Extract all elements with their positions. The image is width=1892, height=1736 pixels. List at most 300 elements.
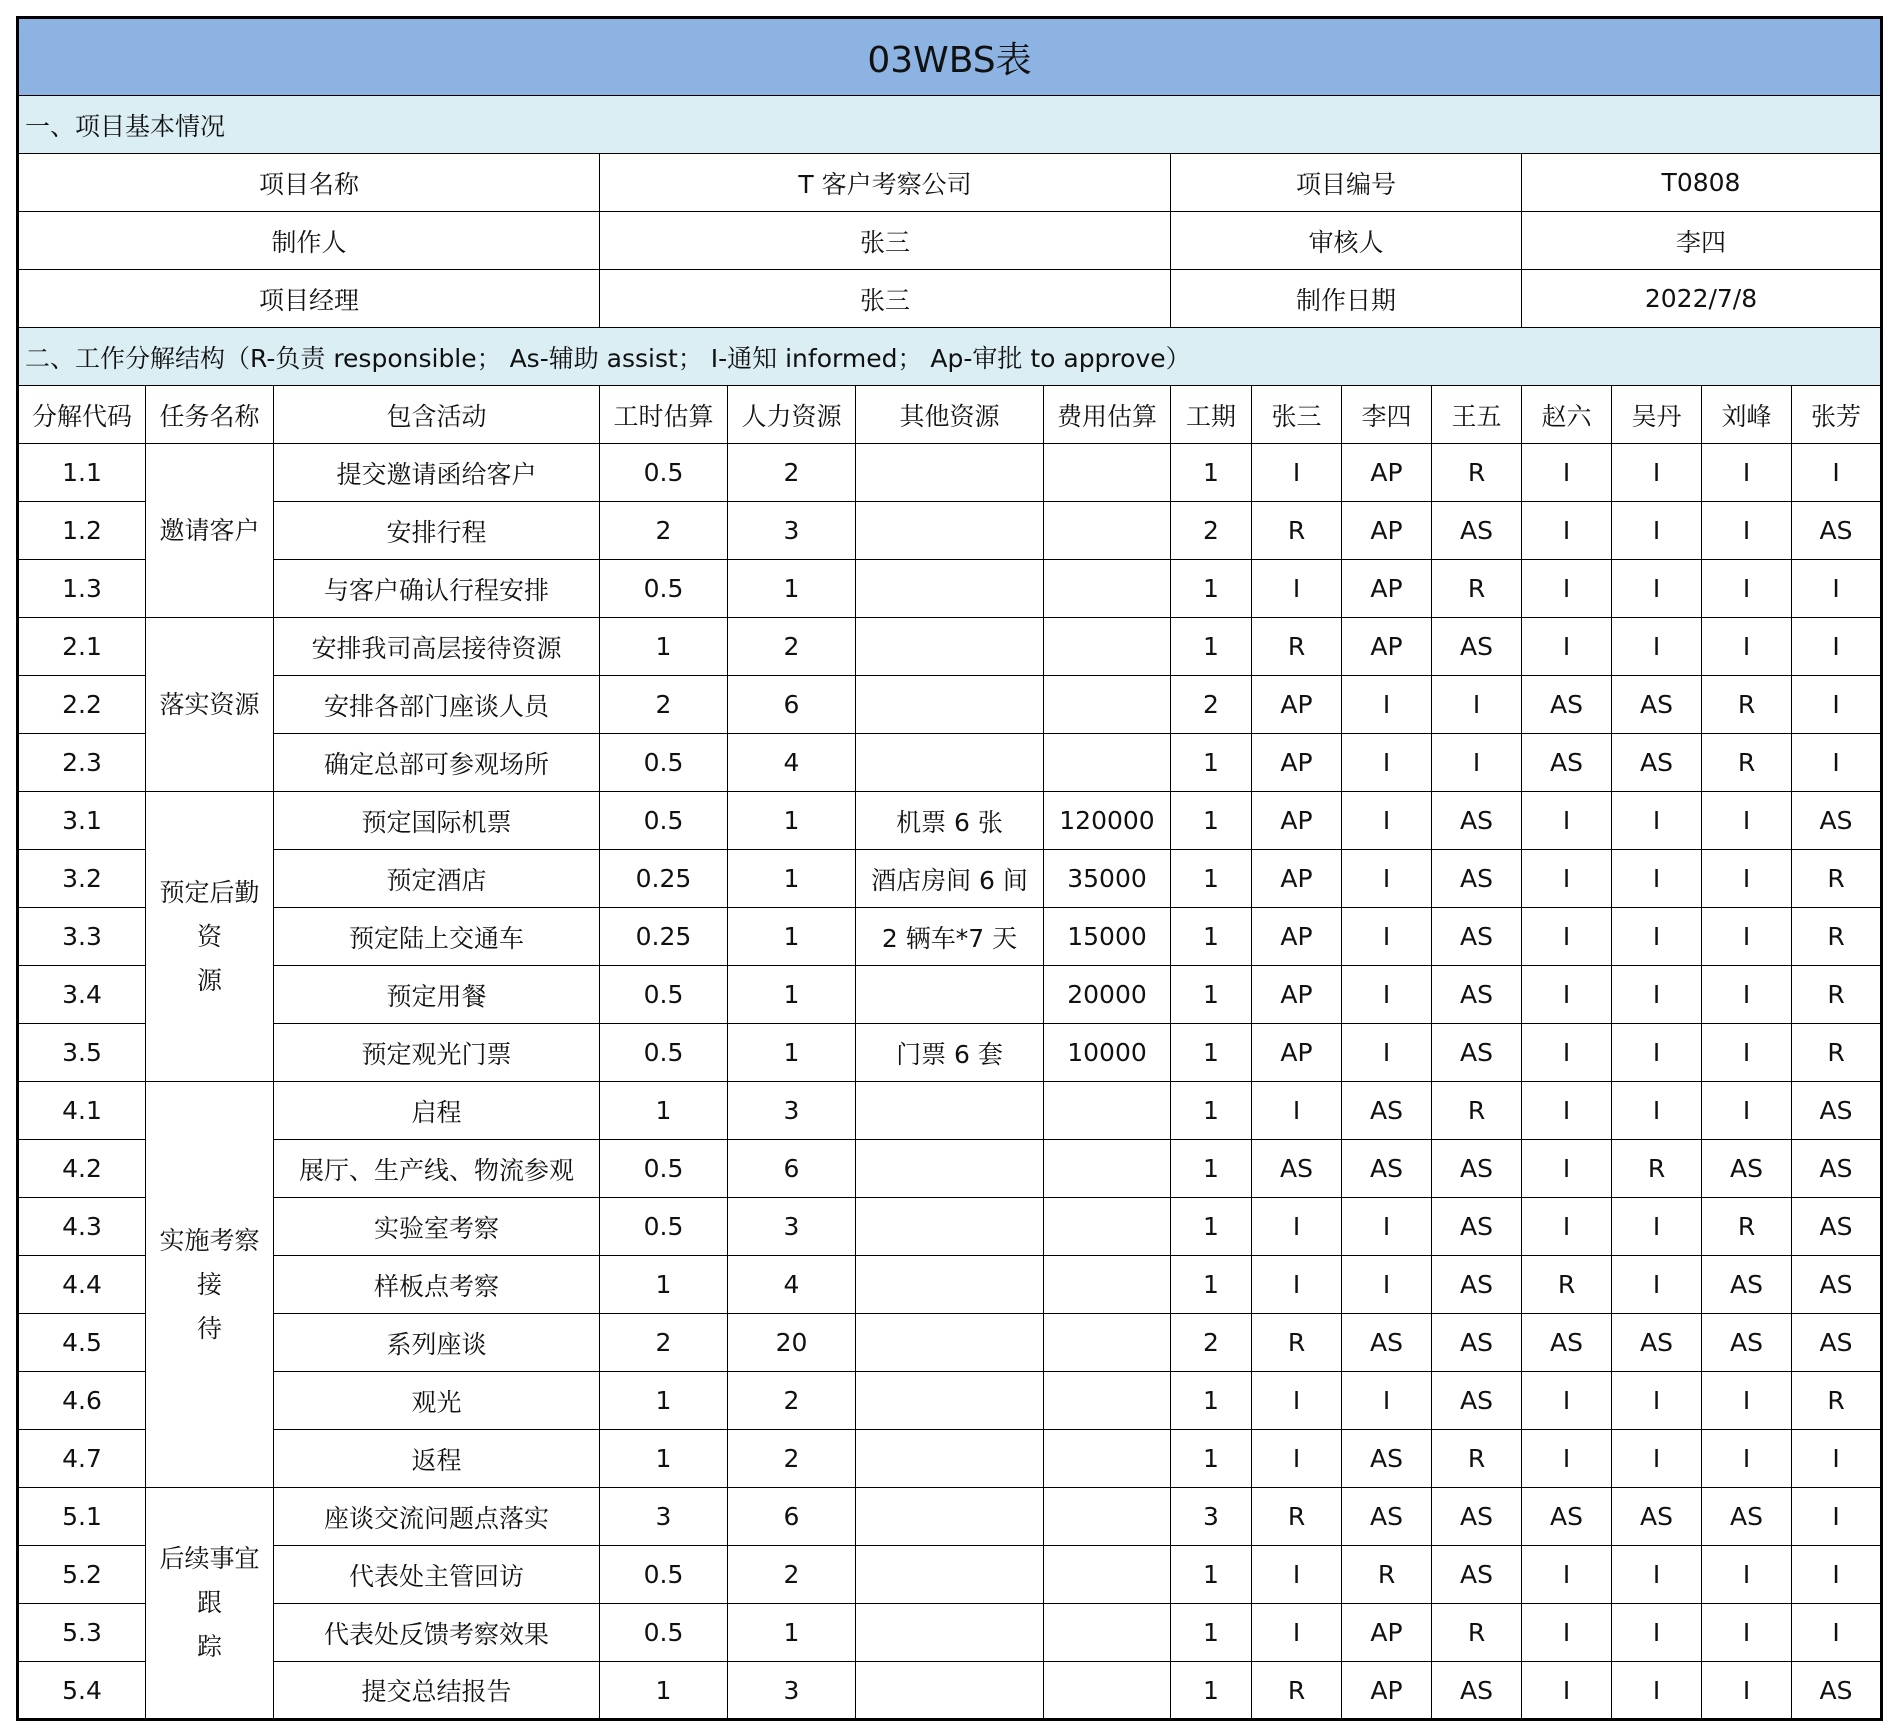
human-resource-cell[interactable]: 1 [728,1024,856,1082]
raci-cell[interactable]: AS [1342,1314,1432,1372]
duration-cell[interactable]: 1 [1171,1082,1252,1140]
raci-cell[interactable]: AS [1792,502,1882,560]
cost-estimate-cell[interactable] [1044,444,1171,502]
raci-cell[interactable]: AP [1342,1604,1432,1662]
raci-cell[interactable]: I [1522,1662,1612,1720]
activity-cell[interactable]: 安排我司高层接待资源 [274,618,600,676]
duration-cell[interactable]: 1 [1171,1546,1252,1604]
raci-cell[interactable]: I [1702,850,1792,908]
raci-cell[interactable]: R [1792,966,1882,1024]
raci-cell[interactable]: R [1792,850,1882,908]
human-resource-cell[interactable]: 3 [728,1082,856,1140]
other-resource-cell[interactable]: 酒店房间 6 间 [856,850,1044,908]
raci-cell[interactable]: R [1432,560,1522,618]
duration-cell[interactable]: 1 [1171,1198,1252,1256]
hours-estimate-cell[interactable]: 0.5 [600,1546,728,1604]
raci-cell[interactable]: I [1342,1198,1432,1256]
column-header[interactable]: 李四 [1342,386,1432,444]
human-resource-cell[interactable]: 4 [728,1256,856,1314]
activity-cell[interactable]: 预定用餐 [274,966,600,1024]
raci-cell[interactable]: AS [1432,1314,1522,1372]
raci-cell[interactable]: R [1612,1140,1702,1198]
raci-cell[interactable]: I [1702,560,1792,618]
raci-cell[interactable]: AS [1432,618,1522,676]
raci-cell[interactable]: I [1612,1662,1702,1720]
raci-cell[interactable]: AS [1792,1198,1882,1256]
raci-cell[interactable]: I [1522,908,1612,966]
manager-label[interactable]: 项目经理 [18,270,600,328]
duration-cell[interactable]: 1 [1171,850,1252,908]
other-resource-cell[interactable] [856,1604,1044,1662]
raci-cell[interactable]: AS [1432,502,1522,560]
raci-cell[interactable]: R [1792,908,1882,966]
human-resource-cell[interactable]: 2 [728,444,856,502]
raci-cell[interactable]: I [1612,618,1702,676]
raci-cell[interactable]: I [1792,618,1882,676]
raci-cell[interactable]: AS [1792,792,1882,850]
task-name-cell[interactable] [146,1488,274,1720]
hours-estimate-cell[interactable]: 0.25 [600,850,728,908]
hours-estimate-cell[interactable]: 0.5 [600,560,728,618]
raci-cell[interactable]: AS [1792,1314,1882,1372]
other-resource-cell[interactable] [856,1662,1044,1720]
hours-estimate-cell[interactable]: 2 [600,676,728,734]
wbs-code-cell[interactable]: 4.4 [18,1256,146,1314]
activity-cell[interactable]: 观光 [274,1372,600,1430]
raci-cell[interactable]: AS [1252,1140,1342,1198]
raci-cell[interactable]: R [1252,1314,1342,1372]
hours-estimate-cell[interactable]: 0.5 [600,1024,728,1082]
column-header[interactable]: 工期 [1171,386,1252,444]
other-resource-cell[interactable] [856,1546,1044,1604]
raci-cell[interactable]: AS [1432,1372,1522,1430]
duration-cell[interactable]: 1 [1171,1140,1252,1198]
wbs-code-cell[interactable]: 1.1 [18,444,146,502]
project-code-label[interactable]: 项目编号 [1171,154,1522,212]
raci-cell[interactable]: R [1432,1082,1522,1140]
raci-cell[interactable]: AS [1702,1256,1792,1314]
duration-cell[interactable]: 1 [1171,1662,1252,1720]
duration-cell[interactable]: 1 [1171,444,1252,502]
column-header[interactable]: 张三 [1252,386,1342,444]
other-resource-cell[interactable] [856,1372,1044,1430]
raci-cell[interactable]: R [1252,502,1342,560]
hours-estimate-cell[interactable]: 1 [600,1372,728,1430]
column-header[interactable]: 吴丹 [1612,386,1702,444]
section-wbs-label[interactable]: 二、工作分解结构（R-负责 responsible； As-辅助 assist； I-通知 informed； Ap-审批 to approve） [18,328,1882,386]
raci-cell[interactable]: I [1612,1546,1702,1604]
raci-cell[interactable]: R [1522,1256,1612,1314]
column-header[interactable]: 王五 [1432,386,1522,444]
human-resource-cell[interactable]: 2 [728,618,856,676]
reviewer-label[interactable]: 审核人 [1171,212,1522,270]
raci-cell[interactable]: I [1342,1256,1432,1314]
wbs-code-cell[interactable]: 3.2 [18,850,146,908]
raci-cell[interactable]: AS [1432,966,1522,1024]
human-resource-cell[interactable]: 6 [728,676,856,734]
hours-estimate-cell[interactable]: 1 [600,618,728,676]
task-name-cell[interactable] [146,1082,274,1488]
raci-cell[interactable]: AS [1342,1082,1432,1140]
raci-cell[interactable]: I [1702,1546,1792,1604]
duration-cell[interactable]: 2 [1171,1314,1252,1372]
raci-cell[interactable]: I [1252,444,1342,502]
human-resource-cell[interactable]: 1 [728,850,856,908]
duration-cell[interactable]: 2 [1171,676,1252,734]
activity-cell[interactable]: 样板点考察 [274,1256,600,1314]
raci-cell[interactable]: I [1522,850,1612,908]
raci-cell[interactable]: I [1522,1546,1612,1604]
raci-cell[interactable]: I [1702,1604,1792,1662]
raci-cell[interactable]: R [1342,1546,1432,1604]
wbs-code-cell[interactable]: 4.6 [18,1372,146,1430]
raci-cell[interactable]: I [1522,1024,1612,1082]
raci-cell[interactable]: I [1702,1082,1792,1140]
activity-cell[interactable]: 实验室考察 [274,1198,600,1256]
raci-cell[interactable]: I [1612,1256,1702,1314]
column-header[interactable]: 包含活动 [274,386,600,444]
raci-cell[interactable]: R [1792,1372,1882,1430]
cost-estimate-cell[interactable] [1044,1198,1171,1256]
raci-cell[interactable]: AP [1252,792,1342,850]
wbs-code-cell[interactable]: 4.5 [18,1314,146,1372]
human-resource-cell[interactable]: 20 [728,1314,856,1372]
human-resource-cell[interactable]: 1 [728,560,856,618]
raci-cell[interactable]: I [1252,1372,1342,1430]
cost-estimate-cell[interactable] [1044,1372,1171,1430]
raci-cell[interactable]: I [1792,1546,1882,1604]
hours-estimate-cell[interactable]: 0.5 [600,734,728,792]
raci-cell[interactable]: AS [1792,1082,1882,1140]
hours-estimate-cell[interactable]: 0.5 [600,444,728,502]
hours-estimate-cell[interactable]: 0.5 [600,966,728,1024]
hours-estimate-cell[interactable]: 0.5 [600,792,728,850]
raci-cell[interactable]: I [1522,502,1612,560]
hours-estimate-cell[interactable]: 1 [600,1662,728,1720]
raci-cell[interactable]: I [1522,618,1612,676]
raci-cell[interactable]: I [1612,1082,1702,1140]
cost-estimate-cell[interactable] [1044,1604,1171,1662]
wbs-code-cell[interactable]: 1.3 [18,560,146,618]
raci-cell[interactable]: AS [1792,1662,1882,1720]
raci-cell[interactable]: I [1612,1430,1702,1488]
raci-cell[interactable]: I [1522,1198,1612,1256]
duration-cell[interactable]: 1 [1171,1372,1252,1430]
wbs-code-cell[interactable]: 3.5 [18,1024,146,1082]
raci-cell[interactable]: AS [1522,734,1612,792]
manager-value[interactable]: 张三 [600,270,1171,328]
raci-cell[interactable]: AP [1252,734,1342,792]
activity-cell[interactable]: 安排行程 [274,502,600,560]
raci-cell[interactable]: I [1342,850,1432,908]
sheet-title[interactable]: 03WBS表 [18,18,1882,96]
column-header[interactable]: 人力资源 [728,386,856,444]
other-resource-cell[interactable] [856,560,1044,618]
cost-estimate-cell[interactable] [1044,1430,1171,1488]
raci-cell[interactable]: AS [1702,1314,1792,1372]
raci-cell[interactable]: AS [1342,1140,1432,1198]
cost-estimate-cell[interactable] [1044,1082,1171,1140]
raci-cell[interactable]: I [1522,1604,1612,1662]
other-resource-cell[interactable] [856,502,1044,560]
project-name-value[interactable]: T 客户考察公司 [600,154,1171,212]
raci-cell[interactable]: AS [1432,792,1522,850]
raci-cell[interactable]: AS [1792,1140,1882,1198]
maker-label[interactable]: 制作人 [18,212,600,270]
raci-cell[interactable]: AP [1342,618,1432,676]
raci-cell[interactable]: I [1342,1024,1432,1082]
cost-estimate-cell[interactable] [1044,734,1171,792]
other-resource-cell[interactable] [856,1198,1044,1256]
raci-cell[interactable]: R [1702,734,1792,792]
cost-estimate-cell[interactable]: 15000 [1044,908,1171,966]
raci-cell[interactable]: I [1792,444,1882,502]
raci-cell[interactable]: I [1342,734,1432,792]
raci-cell[interactable]: R [1432,1430,1522,1488]
task-name-cell[interactable] [146,444,274,618]
raci-cell[interactable]: AS [1432,1024,1522,1082]
wbs-code-cell[interactable]: 2.1 [18,618,146,676]
raci-cell[interactable]: AS [1702,1488,1792,1546]
maker-value[interactable]: 张三 [600,212,1171,270]
column-header[interactable]: 张芳 [1792,386,1882,444]
raci-cell[interactable]: I [1252,560,1342,618]
duration-cell[interactable]: 1 [1171,1024,1252,1082]
wbs-code-cell[interactable]: 1.2 [18,502,146,560]
other-resource-cell[interactable] [856,1082,1044,1140]
raci-cell[interactable]: I [1702,1662,1792,1720]
raci-cell[interactable]: I [1612,444,1702,502]
human-resource-cell[interactable]: 1 [728,792,856,850]
raci-cell[interactable]: I [1522,444,1612,502]
cost-estimate-cell[interactable] [1044,1546,1171,1604]
duration-cell[interactable]: 1 [1171,966,1252,1024]
raci-cell[interactable]: I [1702,1372,1792,1430]
task-name-cell[interactable] [146,618,274,792]
cost-estimate-cell[interactable] [1044,1256,1171,1314]
raci-cell[interactable]: I [1792,1604,1882,1662]
raci-cell[interactable]: I [1792,1430,1882,1488]
duration-cell[interactable]: 1 [1171,1430,1252,1488]
human-resource-cell[interactable]: 2 [728,1372,856,1430]
raci-cell[interactable]: I [1522,1430,1612,1488]
raci-cell[interactable]: AS [1522,1488,1612,1546]
activity-cell[interactable]: 代表处主管回访 [274,1546,600,1604]
activity-cell[interactable]: 与客户确认行程安排 [274,560,600,618]
raci-cell[interactable]: AS [1432,1546,1522,1604]
raci-cell[interactable]: R [1702,1198,1792,1256]
raci-cell[interactable]: I [1432,734,1522,792]
raci-cell[interactable]: I [1252,1256,1342,1314]
other-resource-cell[interactable] [856,618,1044,676]
raci-cell[interactable]: I [1432,676,1522,734]
hours-estimate-cell[interactable]: 2 [600,502,728,560]
raci-cell[interactable]: I [1702,618,1792,676]
activity-cell[interactable]: 安排各部门座谈人员 [274,676,600,734]
activity-cell[interactable]: 确定总部可参观场所 [274,734,600,792]
wbs-code-cell[interactable]: 3.1 [18,792,146,850]
activity-cell[interactable]: 预定陆上交通车 [274,908,600,966]
raci-cell[interactable]: I [1612,1372,1702,1430]
duration-cell[interactable]: 1 [1171,560,1252,618]
raci-cell[interactable]: I [1522,966,1612,1024]
raci-cell[interactable]: I [1702,1024,1792,1082]
activity-cell[interactable]: 系列座谈 [274,1314,600,1372]
raci-cell[interactable]: AS [1612,676,1702,734]
cost-estimate-cell[interactable] [1044,1140,1171,1198]
raci-cell[interactable]: I [1612,850,1702,908]
raci-cell[interactable]: I [1252,1604,1342,1662]
raci-cell[interactable]: AS [1432,908,1522,966]
duration-cell[interactable]: 1 [1171,1604,1252,1662]
cost-estimate-cell[interactable] [1044,618,1171,676]
raci-cell[interactable]: AP [1252,1024,1342,1082]
raci-cell[interactable]: I [1612,792,1702,850]
activity-cell[interactable]: 返程 [274,1430,600,1488]
activity-cell[interactable]: 代表处反馈考察效果 [274,1604,600,1662]
raci-cell[interactable]: AS [1792,1256,1882,1314]
raci-cell[interactable]: R [1702,676,1792,734]
raci-cell[interactable]: I [1792,1488,1882,1546]
raci-cell[interactable]: AP [1342,560,1432,618]
human-resource-cell[interactable]: 2 [728,1546,856,1604]
raci-cell[interactable]: I [1612,966,1702,1024]
cost-estimate-cell[interactable] [1044,1314,1171,1372]
column-header[interactable]: 分解代码 [18,386,146,444]
raci-cell[interactable]: AP [1342,444,1432,502]
raci-cell[interactable]: AS [1432,1140,1522,1198]
section-basic-info-label[interactable]: 一、项目基本情况 [18,96,1882,154]
human-resource-cell[interactable]: 6 [728,1140,856,1198]
other-resource-cell[interactable] [856,676,1044,734]
raci-cell[interactable]: I [1702,444,1792,502]
raci-cell[interactable]: I [1702,1430,1792,1488]
raci-cell[interactable]: R [1252,618,1342,676]
raci-cell[interactable]: AP [1252,966,1342,1024]
duration-cell[interactable]: 1 [1171,1256,1252,1314]
hours-estimate-cell[interactable]: 2 [600,1314,728,1372]
column-header[interactable]: 费用估算 [1044,386,1171,444]
activity-cell[interactable]: 展厅、生产线、物流参观 [274,1140,600,1198]
wbs-code-cell[interactable]: 4.1 [18,1082,146,1140]
human-resource-cell[interactable]: 3 [728,1198,856,1256]
other-resource-cell[interactable] [856,1140,1044,1198]
project-code-value[interactable]: T0808 [1522,154,1882,212]
raci-cell[interactable]: I [1702,966,1792,1024]
raci-cell[interactable]: AP [1252,908,1342,966]
raci-cell[interactable]: AP [1252,676,1342,734]
raci-cell[interactable]: I [1702,792,1792,850]
raci-cell[interactable]: I [1792,560,1882,618]
other-resource-cell[interactable] [856,1256,1044,1314]
human-resource-cell[interactable]: 1 [728,966,856,1024]
wbs-code-cell[interactable]: 4.3 [18,1198,146,1256]
human-resource-cell[interactable]: 3 [728,1662,856,1720]
raci-cell[interactable]: I [1252,1546,1342,1604]
raci-cell[interactable]: R [1432,1604,1522,1662]
activity-cell[interactable]: 预定观光门票 [274,1024,600,1082]
raci-cell[interactable]: I [1612,1024,1702,1082]
hours-estimate-cell[interactable]: 1 [600,1256,728,1314]
raci-cell[interactable]: I [1612,1604,1702,1662]
human-resource-cell[interactable]: 1 [728,1604,856,1662]
raci-cell[interactable]: AP [1342,1662,1432,1720]
human-resource-cell[interactable]: 1 [728,908,856,966]
cost-estimate-cell[interactable] [1044,502,1171,560]
raci-cell[interactable]: I [1522,560,1612,618]
hours-estimate-cell[interactable]: 3 [600,1488,728,1546]
activity-cell[interactable]: 提交邀请函给客户 [274,444,600,502]
other-resource-cell[interactable] [856,734,1044,792]
hours-estimate-cell[interactable]: 0.5 [600,1604,728,1662]
wbs-code-cell[interactable]: 2.2 [18,676,146,734]
activity-cell[interactable]: 座谈交流问题点落实 [274,1488,600,1546]
column-header[interactable]: 任务名称 [146,386,274,444]
raci-cell[interactable]: AS [1432,1198,1522,1256]
activity-cell[interactable]: 提交总结报告 [274,1662,600,1720]
raci-cell[interactable]: I [1252,1082,1342,1140]
raci-cell[interactable]: AS [1432,850,1522,908]
hours-estimate-cell[interactable]: 0.25 [600,908,728,966]
wbs-code-cell[interactable]: 4.2 [18,1140,146,1198]
cost-estimate-cell[interactable]: 20000 [1044,966,1171,1024]
other-resource-cell[interactable] [856,966,1044,1024]
wbs-code-cell[interactable]: 2.3 [18,734,146,792]
human-resource-cell[interactable]: 4 [728,734,856,792]
other-resource-cell[interactable] [856,1488,1044,1546]
hours-estimate-cell[interactable]: 1 [600,1430,728,1488]
duration-cell[interactable]: 1 [1171,734,1252,792]
raci-cell[interactable]: AS [1342,1430,1432,1488]
cost-estimate-cell[interactable] [1044,1488,1171,1546]
duration-cell[interactable]: 1 [1171,908,1252,966]
raci-cell[interactable]: I [1522,1082,1612,1140]
raci-cell[interactable]: AS [1432,1662,1522,1720]
wbs-code-cell[interactable]: 4.7 [18,1430,146,1488]
project-name-label[interactable]: 项目名称 [18,154,600,212]
raci-cell[interactable]: I [1702,908,1792,966]
raci-cell[interactable]: AS [1612,734,1702,792]
other-resource-cell[interactable] [856,444,1044,502]
raci-cell[interactable]: I [1702,502,1792,560]
raci-cell[interactable]: I [1342,1372,1432,1430]
other-resource-cell[interactable] [856,1430,1044,1488]
duration-cell[interactable]: 1 [1171,792,1252,850]
hours-estimate-cell[interactable]: 1 [600,1082,728,1140]
activity-cell[interactable]: 预定酒店 [274,850,600,908]
raci-cell[interactable]: AP [1342,502,1432,560]
raci-cell[interactable]: I [1342,676,1432,734]
raci-cell[interactable]: AS [1342,1488,1432,1546]
duration-cell[interactable]: 2 [1171,502,1252,560]
raci-cell[interactable]: I [1342,966,1432,1024]
raci-cell[interactable]: I [1342,792,1432,850]
other-resource-cell[interactable]: 2 辆车*7 天 [856,908,1044,966]
raci-cell[interactable]: AS [1522,1314,1612,1372]
date-value[interactable]: 2022/7/8 [1522,270,1882,328]
human-resource-cell[interactable]: 2 [728,1430,856,1488]
hours-estimate-cell[interactable]: 0.5 [600,1140,728,1198]
column-header[interactable]: 工时估算 [600,386,728,444]
raci-cell[interactable]: I [1522,1372,1612,1430]
wbs-code-cell[interactable]: 5.2 [18,1546,146,1604]
raci-cell[interactable]: AS [1522,676,1612,734]
raci-cell[interactable]: I [1612,560,1702,618]
wbs-code-cell[interactable]: 5.1 [18,1488,146,1546]
raci-cell[interactable]: I [1342,908,1432,966]
date-label[interactable]: 制作日期 [1171,270,1522,328]
raci-cell[interactable]: AS [1612,1488,1702,1546]
